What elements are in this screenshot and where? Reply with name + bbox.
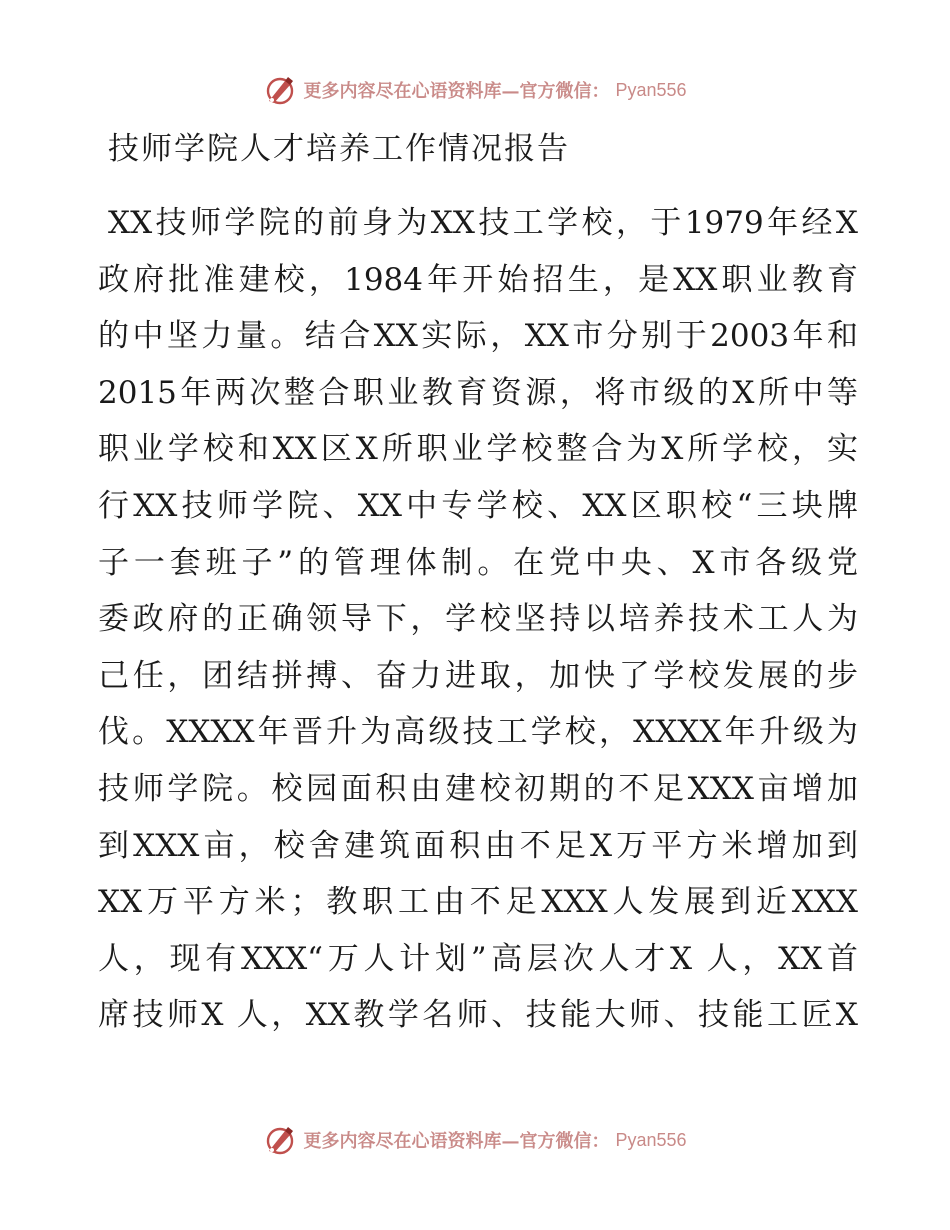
- footer-watermark: [0, 1120, 950, 1160]
- header-watermark: [0, 70, 950, 110]
- body-line: 人，现有XXX“万人计划”高层次人才X 人，XX首: [98, 940, 858, 977]
- body-line: 伐。XXXX年晋升为高级技工学校，XXXX年升级为: [98, 714, 858, 751]
- body-line: 子一套班子”的管理体制。在党中央、X市各级党: [98, 544, 858, 581]
- body-line: 职业学校和XX区X所职业学校整合为X所学校，实: [98, 431, 858, 468]
- body-line: 的中坚力量。结合XX实际，XX市分别于2003年和: [98, 318, 858, 355]
- body-line: 技师学院。校园面积由建校初期的不足XXX亩增加: [98, 770, 858, 807]
- body-line: 政府批准建校，1984年开始招生，是XX职业教育: [98, 261, 858, 298]
- body-line: 委政府的正确领导下，学校坚持以培养技术工人为: [98, 601, 858, 638]
- document-body: [98, 195, 858, 1044]
- body-line: XX万平方米；教职工由不足XXX人发展到近XXX: [98, 884, 858, 921]
- body-line: 2015年两次整合职业教育资源，将市级的X所中等: [98, 374, 858, 411]
- body-line: 己任，团结拼搏、奋力进取，加快了学校发展的步: [98, 657, 858, 694]
- body-line: 到XXX亩，校舍建筑面积由不足X万平方米增加到: [98, 827, 858, 864]
- document-title: 技师学院人才培养工作情况报告: [108, 131, 570, 167]
- watermark-account: Pyan556: [615, 1129, 687, 1150]
- body-line: 席技师X 人，XX教学名师、技能大师、技能工匠X: [98, 997, 858, 1034]
- pen-logo-icon: [263, 1123, 297, 1157]
- pen-logo-icon: [263, 73, 297, 107]
- watermark-account: Pyan556: [615, 79, 687, 100]
- body-line: 行XX技师学院、XX中专学校、XX区职校“三块牌: [98, 487, 858, 524]
- watermark-text: 更多内容尽在心语资料库—官方微信：: [303, 1131, 610, 1152]
- watermark-text: 更多内容尽在心语资料库—官方微信：: [303, 81, 610, 102]
- body-line: XX技师学院的前身为XX技工学校，于1979年经X: [108, 205, 858, 241]
